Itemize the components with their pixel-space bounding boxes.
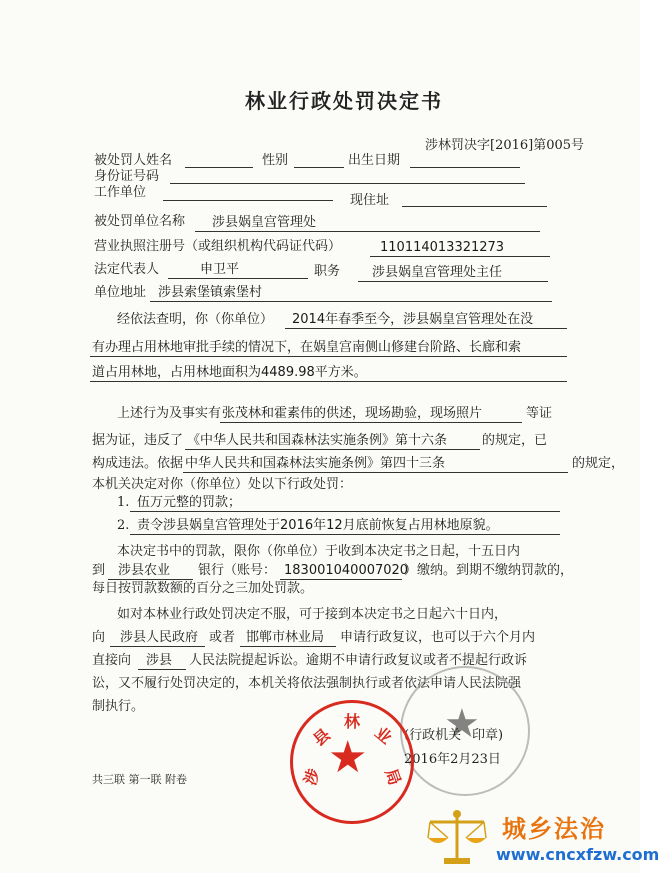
para3-to: 到 xyxy=(92,563,106,578)
para3-line-3: 每日按罚款数额的百分之三加处罚款。 xyxy=(92,581,314,596)
document-number: 涉林罚决字[2016]第005号 xyxy=(425,138,585,153)
license-label: 营业执照注册号（或组织机构代码证代码） xyxy=(94,239,342,254)
para3-pay-suffix: ）缴纳。到期不缴纳罚款的， xyxy=(404,563,574,578)
para1-text-1: 2014年春季至今，涉县娲皇宫管理处在没 xyxy=(292,312,534,327)
name-label: 被处罚人姓名 xyxy=(94,153,173,168)
para4-line-2: 人民法院提起诉讼。逾期不申请行政复议或者不提起行政诉 xyxy=(189,653,528,668)
penalty-2-num: 2. xyxy=(117,518,130,533)
para4-or: 或者 xyxy=(209,630,236,645)
name-line xyxy=(185,167,253,168)
para4-review: 申请行政复议，也可以于六个月内 xyxy=(340,630,536,645)
para4-to: 向 xyxy=(92,630,106,645)
license-line xyxy=(370,256,550,257)
para2-decision: 本机关决定对你（你单位）处以下行政处罚： xyxy=(92,477,353,492)
scales-logo-icon xyxy=(424,808,490,868)
para1-line-1 xyxy=(285,328,567,329)
para4-bureau-line xyxy=(240,646,336,647)
para4-court-line xyxy=(138,669,186,670)
para2-evidence-suffix: 等证 xyxy=(526,406,553,421)
para3-bank: 涉县农业 xyxy=(118,563,171,578)
id-line xyxy=(170,183,525,184)
red-seal-char-5: 局 xyxy=(381,766,405,788)
para2-line-1 xyxy=(220,422,522,423)
unit-line xyxy=(195,231,540,232)
license-value: 110114013321273 xyxy=(380,240,505,255)
penalty-2-line xyxy=(130,534,560,535)
para2-law-1: 《中华人民共和国森林法实施条例》第十六条 xyxy=(187,433,448,448)
red-seal-char-2: 县 xyxy=(309,724,334,750)
penalty-1-line xyxy=(130,511,560,512)
para1-text-2: 有办理占用林地审批手续的情况下，在娲皇宫南侧山修建台阶路、长廊和索 xyxy=(92,340,522,355)
red-seal xyxy=(290,700,414,824)
red-seal-char-3: 林 xyxy=(344,712,361,731)
penalty-1-num: 1. xyxy=(117,495,130,510)
sign-org: (行政机关 xyxy=(404,728,462,743)
rep-value: 申卫平 xyxy=(200,262,240,277)
para2-violate-suffix: 的规定，已 xyxy=(482,433,548,448)
red-seal-star-icon: ★ xyxy=(328,732,368,783)
site-name: 城乡法治 xyxy=(502,815,606,843)
para4-direct: 直接向 xyxy=(92,653,132,668)
para2-basis-label: 构成违法。依据 xyxy=(92,456,184,471)
para4-line-4: 制执行。 xyxy=(92,699,145,714)
sign-stamp-label: 印章) xyxy=(472,728,504,743)
position-value: 涉县娲皇宫管理处主任 xyxy=(372,265,503,280)
unit-label: 被处罚单位名称 xyxy=(94,214,186,229)
unit-value: 涉县娲皇宫管理处 xyxy=(212,215,317,230)
para2-intro: 上述行为及事实有 xyxy=(117,406,222,421)
address-line xyxy=(402,206,547,207)
site-url: www.cncxfzw.com xyxy=(496,845,659,864)
page-title: 林业行政处罚决定书 xyxy=(245,89,443,113)
work-line xyxy=(163,200,333,201)
id-label: 身份证号码 xyxy=(94,169,160,184)
para3-account: 183001040007020 xyxy=(284,563,409,578)
para2-line-2 xyxy=(185,449,480,450)
birth-line xyxy=(410,167,520,168)
address-label: 现住址 xyxy=(350,193,390,208)
rep-line xyxy=(168,278,308,279)
para3-line-1: 本决定书中的罚款，限你（你单位）于收到本决定书之日起，十五日内 xyxy=(117,544,521,559)
para4-line-1: 如对本林业行政处罚决定不服，可于接到本决定书之日起六十日内， xyxy=(117,607,508,622)
position-label: 职务 xyxy=(314,264,341,279)
para4-line-3: 讼，又不履行处罚决定的，本机关将依法强制执行或者依法申请人民法院强 xyxy=(92,676,522,691)
para1-intro: 经依法查明，你（你单位） xyxy=(117,312,274,327)
para4-gov: 涉县人民政府 xyxy=(120,630,199,645)
para4-court: 涉县 xyxy=(146,653,173,668)
penalty-2-text: 责令涉县娲皇宫管理处于2016年12月底前恢复占用林地原貌。 xyxy=(137,518,499,533)
para1-line-2 xyxy=(90,356,567,357)
red-seal-char-1: 涉 xyxy=(300,766,324,788)
unit-address-label: 单位地址 xyxy=(94,285,147,300)
sign-date: 2016年2月23日 xyxy=(404,752,501,767)
birth-label: 出生日期 xyxy=(348,153,401,168)
para1-text-3: 道占用林地，占用林地面积为4489.98平方米。 xyxy=(92,365,367,380)
work-label: 工作单位 xyxy=(94,185,147,200)
para1-line-3 xyxy=(90,381,567,382)
para2-evidence: 张茂林和霍素伟的供述，现场勘验，现场照片 xyxy=(222,406,483,421)
unit-address-value: 涉县索堡镇索堡村 xyxy=(158,285,263,300)
unit-address-line xyxy=(150,301,552,302)
para3-account-label: 银行（账号： xyxy=(198,563,277,578)
rep-label: 法定代表人 xyxy=(94,262,160,277)
gray-seal-star-icon: ★ xyxy=(444,701,480,747)
footer-text: 共三联 第一联 附卷 xyxy=(92,773,187,786)
para4-gov-line xyxy=(110,646,205,647)
para2-violate-label: 据为证，违反了 xyxy=(92,433,184,448)
para2-law-2: 中华人民共和国森林法实施条例》第四十三条 xyxy=(185,456,446,471)
gender-label: 性别 xyxy=(262,153,289,168)
gender-line xyxy=(294,167,344,168)
para2-line-3 xyxy=(183,472,568,473)
red-seal-char-4: 业 xyxy=(371,722,396,748)
position-line xyxy=(358,281,548,282)
para4-bureau: 邯郸市林业局 xyxy=(246,630,325,645)
para2-basis-suffix: 的规定， xyxy=(572,456,625,471)
penalty-1-text: 伍万元整的罚款； xyxy=(137,495,242,510)
